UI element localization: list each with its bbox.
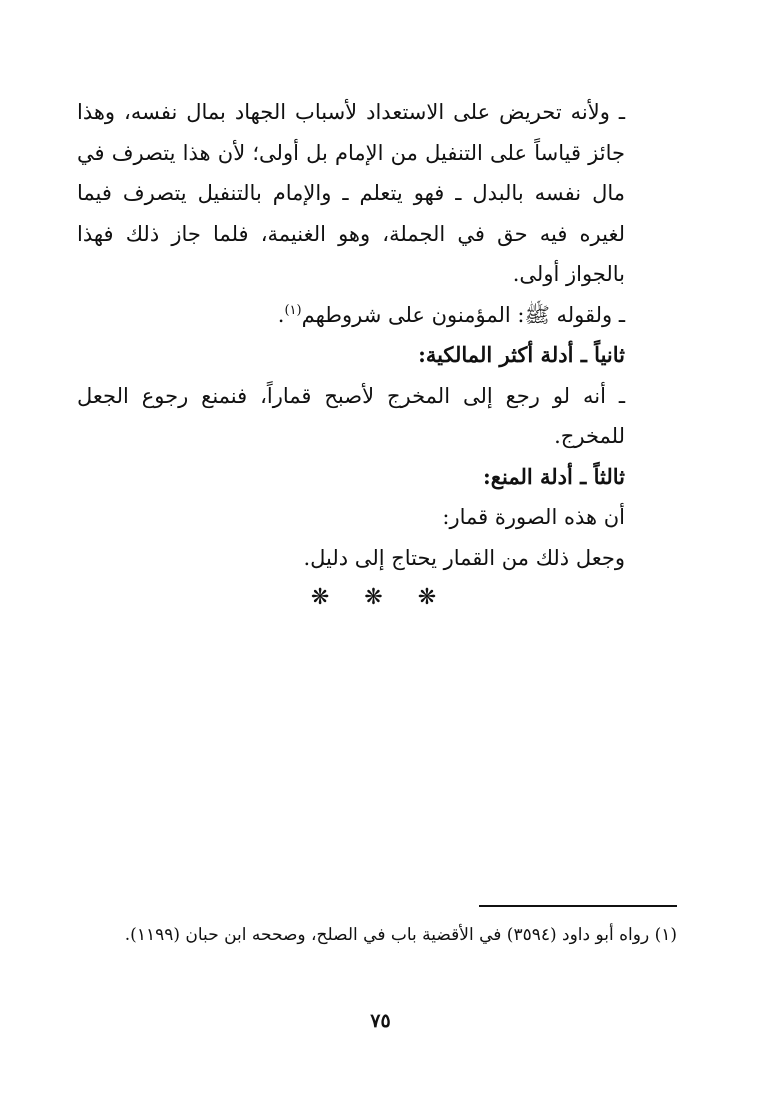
paragraph-rebuttal: وجعل ذلك من القمار يحتاج إلى دليل. <box>303 545 625 570</box>
footnote-1: (١) رواه أبو داود (٣٥٩٤) في الأقضية باب في الصلح، وصححه ابن حبان (١١٩٩). <box>124 925 677 945</box>
main-text <box>77 92 677 578</box>
paragraph-incentive-argument: ـ ولأنه تحريض على الاستعداد لأسباب الجهاد بمال نفسه، وهذا جائز قياساً على التنفيل من الإمام بل أولى؛ لأن هذا يتصرف في مال نفسه بالبدل ـ فهو يتعلم ـ والإمام بالتنفيل يتصرف فيما لغيره فيه حق في الجملة، وهو الغنيمة، فلما جاز ذلك فهذا بالجواز أولى. <box>77 100 625 286</box>
heading-prohibition-evidence: ثالثاً ـ أدلة المنع: <box>483 463 625 489</box>
section-separator: ❋ ❋ ❋ <box>310 585 451 610</box>
hadith-end: . <box>277 302 285 327</box>
page-number: ٧٥ <box>370 1010 391 1032</box>
hadith-text: ـ ولقوله ﷺ: المؤمنون على شروطهم <box>301 302 625 327</box>
footnotes <box>77 918 677 952</box>
footnote-divider <box>479 905 677 907</box>
paragraph-gambling-claim: أن هذه الصورة قمار: <box>442 505 625 529</box>
heading-maliki-evidence: ثانياً ـ أدلة أكثر المالكية: <box>418 342 625 367</box>
paragraph-maliki-argument: ـ أنه لو رجع إلى المخرج لأصبح قماراً، فنمنع رجوع الجعل للمخرج. <box>77 383 625 448</box>
footnote-ref: (١) <box>284 302 302 318</box>
paragraph-hadith <box>77 295 677 336</box>
